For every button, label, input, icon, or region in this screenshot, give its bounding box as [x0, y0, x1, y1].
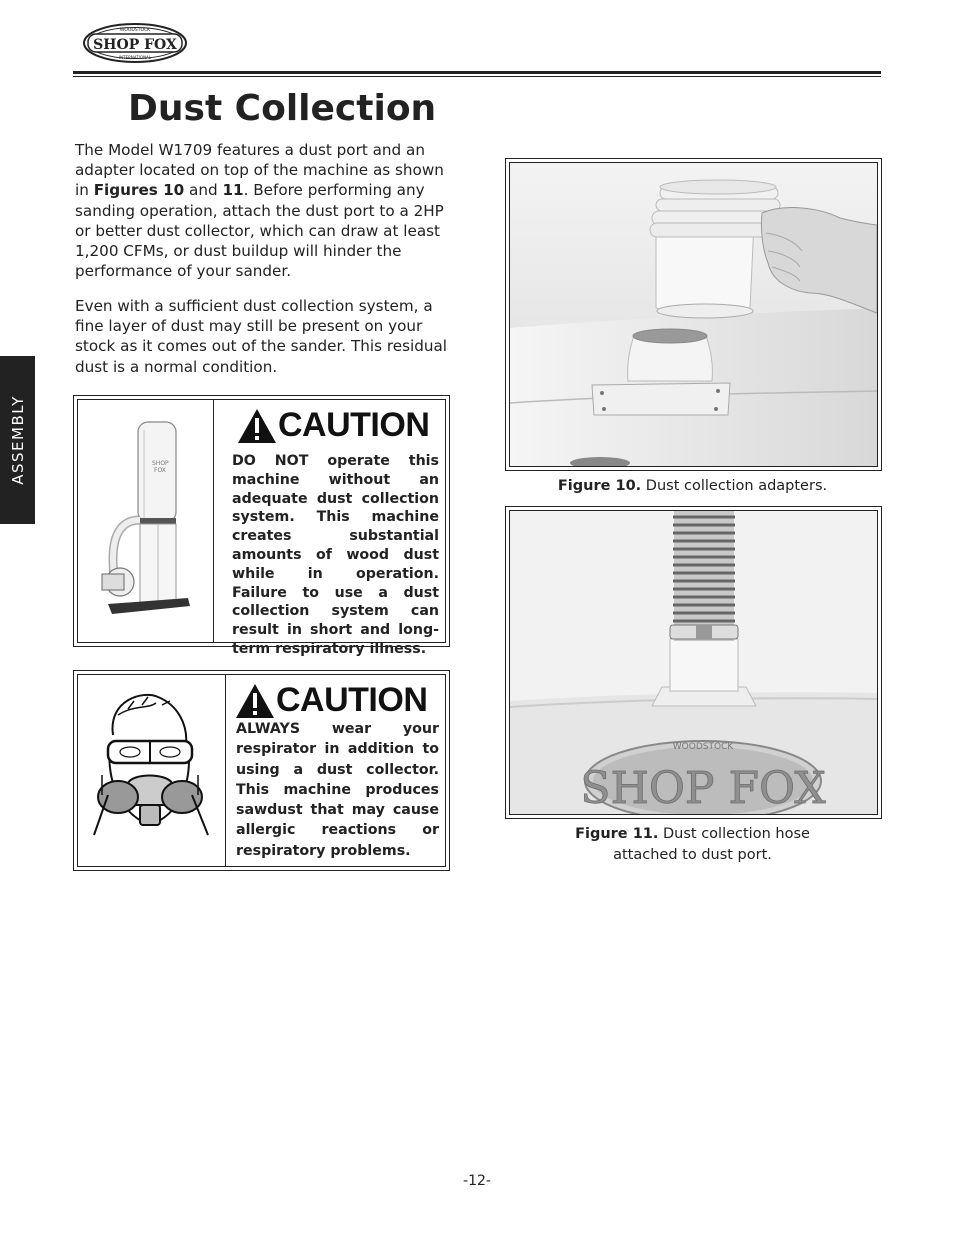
- caution-text-cell: [222, 400, 445, 657]
- svg-text:WOODSTOCK: WOODSTOCK: [672, 742, 734, 752]
- svg-text:INTERNATIONAL: INTERNATIONAL: [118, 55, 152, 60]
- caution-body: ALWAYS wear your respirator in addition to using a dust collector. This machine produces sawdust that may cause allergic reactions or respiratory problems.: [236, 721, 439, 859]
- caution-text-cell: [232, 675, 445, 866]
- caution-heading: CAUTION: [276, 681, 428, 719]
- caution-heading: CAUTION: [278, 406, 430, 444]
- figure-10-label: Figure 10.: [557, 478, 642, 494]
- warning-triangle-icon: [234, 682, 276, 720]
- caution-box-respirator: [73, 670, 450, 871]
- svg-text:FOX: FOX: [154, 467, 166, 474]
- figure-10-caption: Figure 10. Dust collection adapters.: [557, 478, 828, 494]
- residual-dust-paragraph: Even with a sufficient dust collection system, a fine layer of dust may still be present on your stock as it comes out of the sander. This residual dust is a normal condition.: [75, 297, 447, 376]
- section-side-tab: [0, 356, 35, 524]
- respirator-image: [78, 675, 226, 866]
- header-rule: [73, 71, 881, 74]
- svg-text:WOODSTOCK: WOODSTOCK: [119, 28, 151, 33]
- warning-triangle-icon: [236, 407, 278, 445]
- caution-box-dust-collection: [73, 395, 450, 657]
- figure-10-image: [505, 158, 882, 471]
- svg-text:SHOP: SHOP: [152, 460, 169, 467]
- figure-11-label: Figure 11.: [575, 826, 659, 842]
- figure-ref-10: Figures 10: [93, 181, 185, 200]
- header-rule-thin: [73, 76, 881, 77]
- figure-ref-11: 11: [222, 181, 244, 200]
- flex-hose: [670, 511, 738, 641]
- caution-body: DO NOT operate this machine without an adequate dust collection system. This machine creates substantial amounts of wood dust while in operation. Failure to use a dust collection system can result in short and long-term respiratory illness.: [232, 453, 439, 657]
- page-number: -12-: [463, 1173, 491, 1189]
- shop-fox-logo: [82, 22, 188, 64]
- intro-paragraph: The Model W1709 features a dust port and an adapter located on top of the machine as shown in Figures 10 and 11. Before performing any sanding operation, attach the dust port to a 2HP or better dust collector, which can draw at least 1,200 CFMs, or dust buildup will hinder the performance of your sander.: [75, 141, 444, 281]
- figure-11-caption: Figure 11. Dust collection hose attached to dust port.: [575, 826, 810, 863]
- side-tab-label: ASSEMBLY: [8, 395, 27, 485]
- figure-11-image: [505, 506, 882, 819]
- figure-11-logo-text: SHOP FOX: [580, 763, 826, 814]
- page-title: Dust Collection: [128, 88, 437, 129]
- dust-collector-image: [78, 400, 214, 642]
- logo-text: SHOP FOX: [93, 37, 177, 53]
